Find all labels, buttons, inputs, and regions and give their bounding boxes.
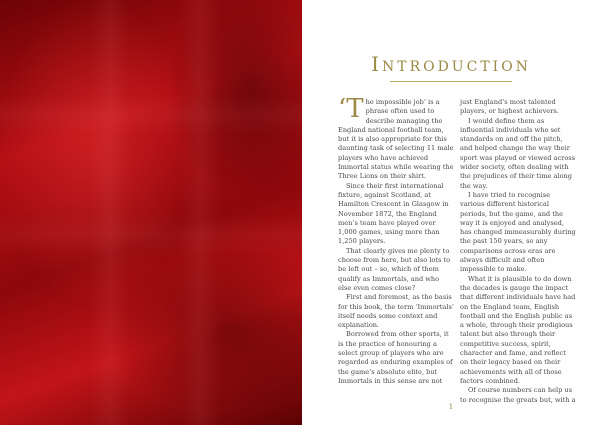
paragraph: I would define them as influential individuals who set standards on and off the pitch, and helped change the way their sport was played or viewed across wider society, often dealing with the prejudices of their time along the way. bbox=[460, 116, 576, 190]
fabric-fold bbox=[90, 0, 130, 425]
page-number: 1 bbox=[448, 403, 454, 411]
paragraph: just England’s most talented players, or highest achievers. bbox=[460, 98, 559, 116]
paragraph: Since their first international fixture, against Scotland, at Hamilton Crescent in Glasgow in November 1872, the England men’s team have played over 1,000 games, using more than 1,250 players. bbox=[338, 181, 449, 246]
text-column-left bbox=[338, 94, 454, 386]
drop-cap: ‘T bbox=[338, 94, 364, 124]
paragraph: I have tried to recognise various different historical periods, but the game, and the way it is enjoyed and analysed, has changed immeasurably during the past 150 years, so any comparisons across eras are always difficult and often impossible to make. bbox=[460, 190, 576, 274]
title-rule bbox=[390, 81, 512, 82]
fabric-fold bbox=[180, 0, 220, 425]
fabric-fold bbox=[0, 95, 302, 135]
paragraph: First and foremost, as the basis for this book, the term ‘Immortals’ itself needs some context and explanation. bbox=[338, 293, 454, 330]
text-page bbox=[302, 0, 600, 425]
text-column-right bbox=[460, 98, 576, 405]
fabric-fold bbox=[0, 215, 302, 255]
paragraph: That clearly gives me plenty to choose from here, but also lots to be left out – so, which of them qualify as Immortals, and who else even comes close? bbox=[338, 246, 451, 292]
paragraph: What it is plausible to do down the decades is gauge the impact that different individuals have had on the England team, English football and the English public as a whole, through their prodigious talent but also through their competitive success, spirit, character and fame, and reflect on their legacy based on their achievements with all of those factors combined. bbox=[460, 274, 576, 385]
paragraph bbox=[338, 94, 454, 182]
paragraph: Borrowed from other sports, it is the practice of honouring a select group of players who are regarded as enduring examples of the game’s absolute elite, but Immortals in this sense are not bbox=[338, 330, 453, 385]
chapter-title: Introduction bbox=[371, 52, 531, 76]
paragraph: Of course numbers can help us to recognise the greats but, with a bbox=[460, 386, 576, 404]
paragraph-text: he impossible job’ is a phrase often used to describe managing the England national football team, but it is also appropriate for this daunting task of selecting 11 male players who have achieved Immortal status while wearing the Three Lions on their shirt. bbox=[338, 98, 454, 181]
